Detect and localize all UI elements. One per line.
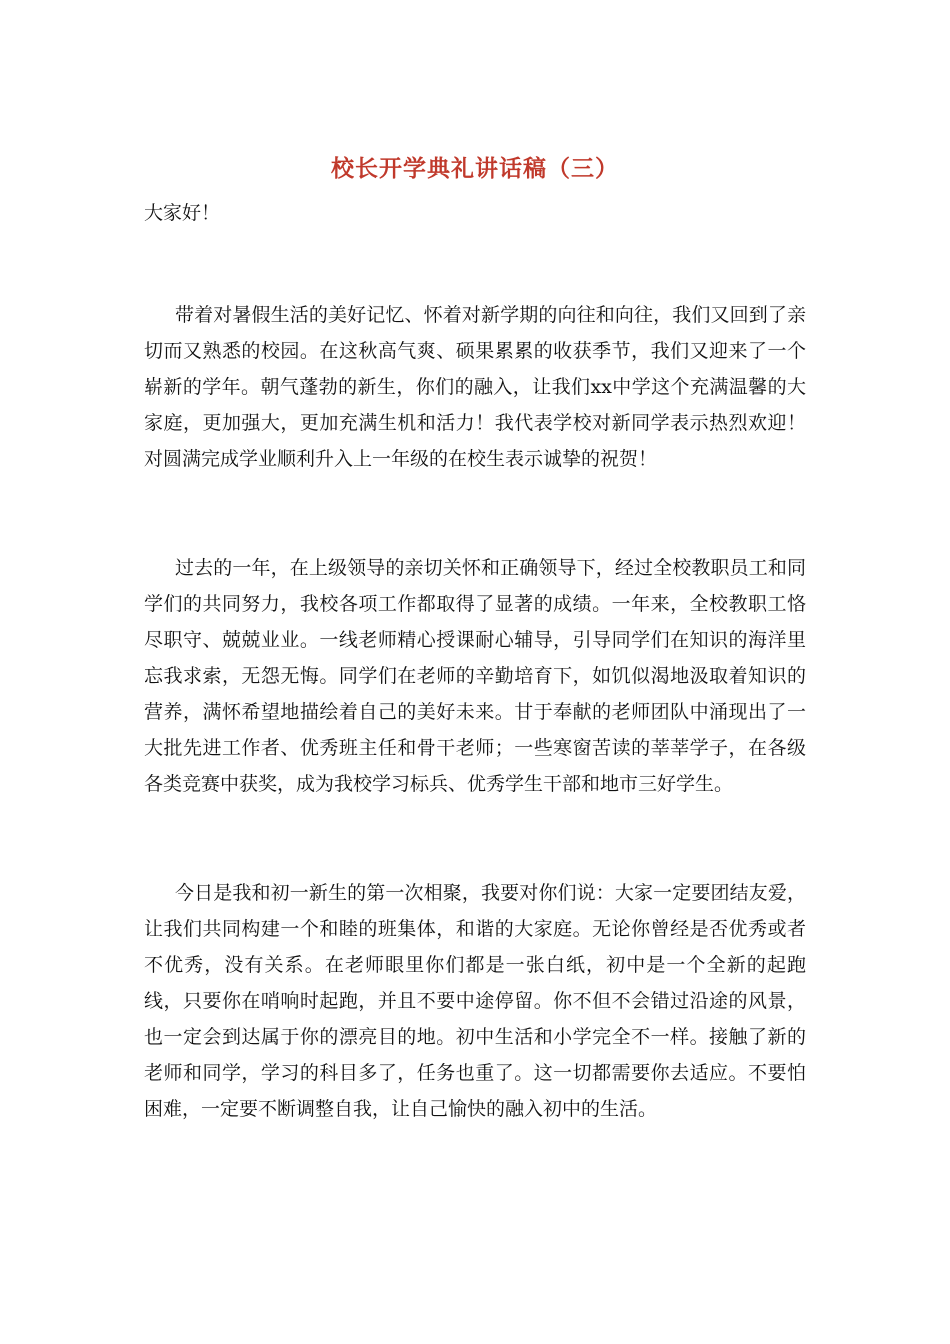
document-title: 校长开学典礼讲话稿（三） — [331, 155, 619, 182]
paragraph-2: 过去的一年，在上级领导的亲切关怀和正确领导下，经过全校教职员工和同学们的共同努力，我校各项工作都取得了显著的成绩。一年来，全校教职工恪尽职守、兢兢业业。一线老师精心授课耐心辅导，引导同学们在知识的海洋里忘我求索，无怨无悔。同学们在老师的辛勤培育下，如饥似渴地汲取着知识的营养，满怀希望地描绘着自己的美好未来。甘于奉献的老师团队中涌现出了一大批先进工作者、优秀班主任和骨干老师；一些寒窗苦读的莘莘学子，在各级各类竞赛中获奖，成为我校学习标兵、优秀学生干部和地市三好学生。 — [144, 557, 806, 795]
paragraph-3: 今日是我和初一新生的第一次相聚，我要对你们说：大家一定要团结友爱，让我们共同构建一个和睦的班集体，和谐的大家庭。无论你曾经是否优秀或者不优秀，没有关系。在老师眼里你们都是一张白纸，初中是一个全新的起跑线，只要你在哨响时起跑，并且不要中途停留。你不但不会错过沿途的风景，也一定会到达属于你的漂亮目的地。初中生活和小学完全不一样。接触了新的老师和同学，学习的科目多了，任务也重了。这一切都需要你去适应。不要怕困难，一定要不断调整自我，让自己愉快的融入初中的生活。 — [144, 882, 806, 1120]
greeting: 大家好！ — [144, 202, 221, 224]
paragraph-1: 带着对暑假生活的美好记忆、怀着对新学期的向往和向往，我们又回到了亲切而又熟悉的校园。在这秋高气爽、硕果累累的收获季节，我们又迎来了一个崭新的学年。朝气蓬勃的新生，你们的融入，让我们xx中学这个充满温馨的大家庭，更加强大，更加充满生机和活力！我代表学校对新同学表示热烈欢迎！对圆满完成学业顺利升入上一年级的在校生表示诚挚的祝贺！ — [144, 304, 806, 470]
